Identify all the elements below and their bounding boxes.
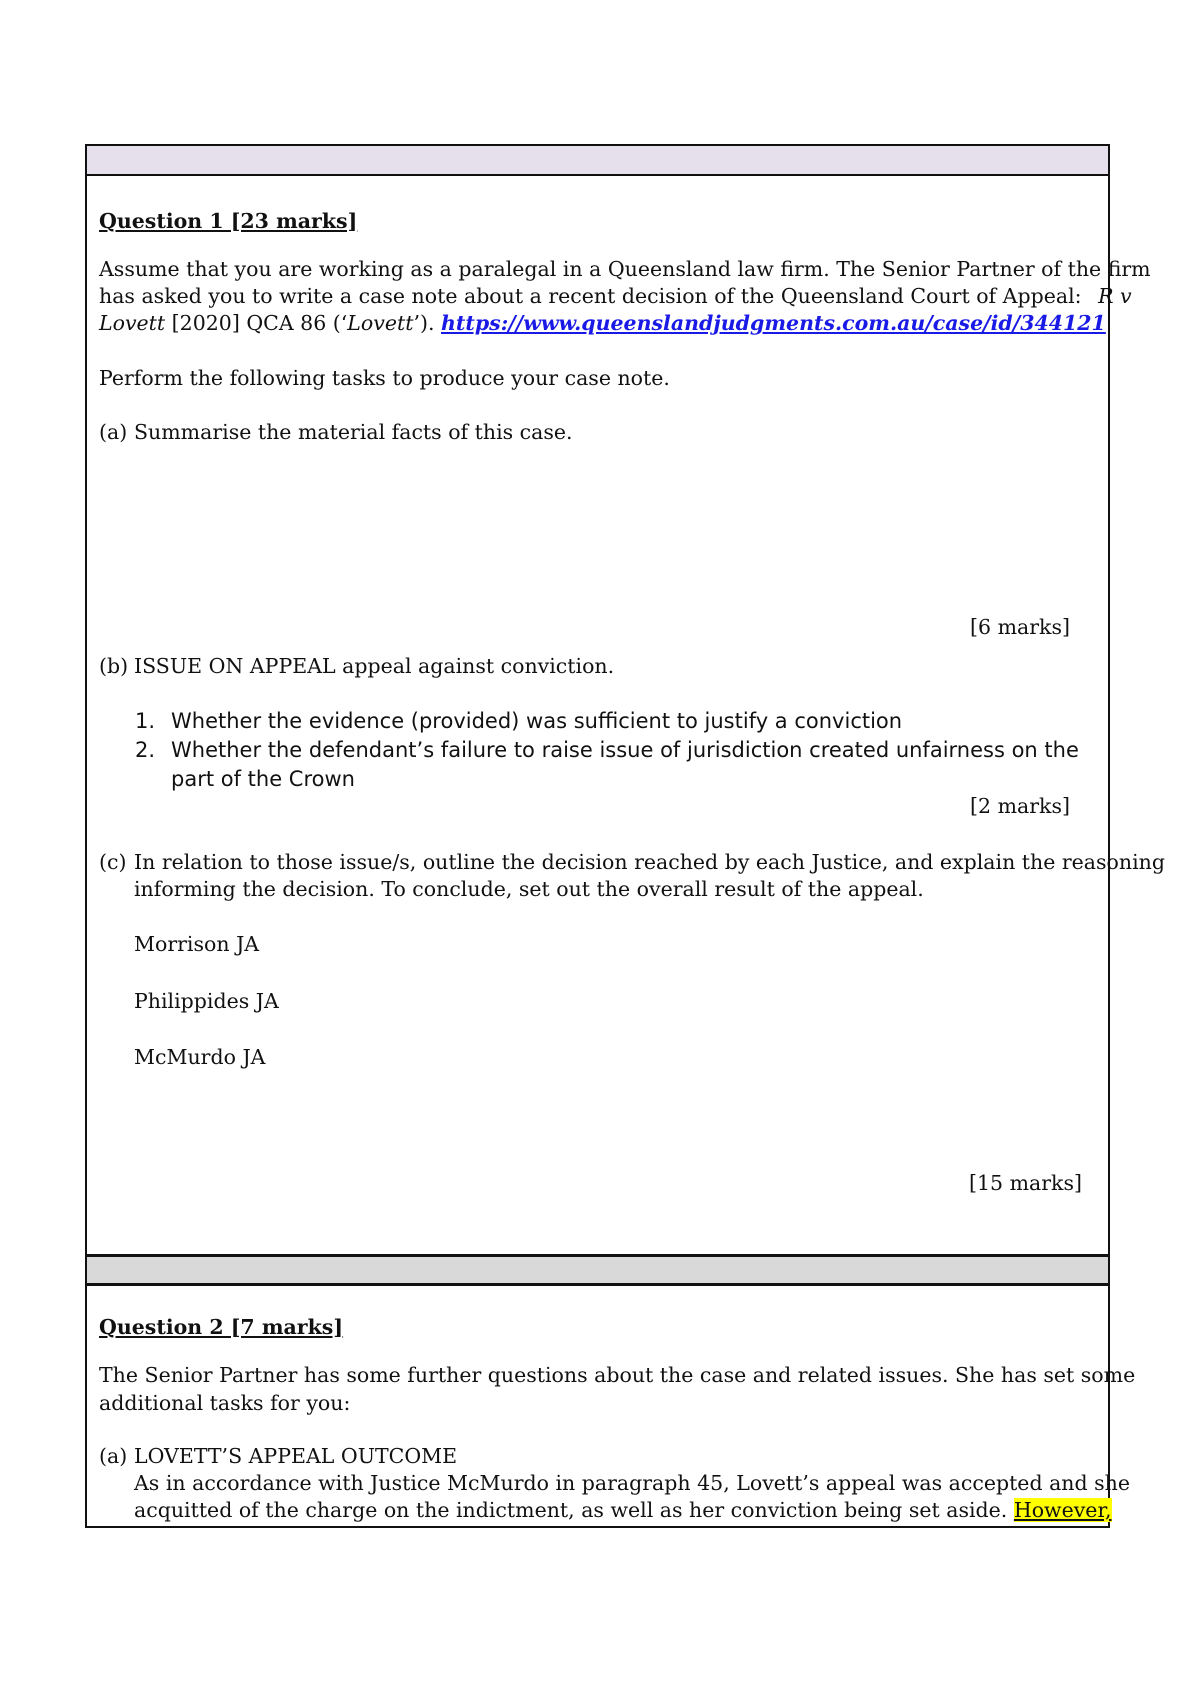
- q2a-label: (a): [99, 1444, 128, 1468]
- issue-2-text-line-2: part of the Crown: [171, 767, 355, 791]
- question-table: [85, 144, 1165, 1528]
- q1-intro-line-2: [99, 282, 1132, 310]
- q1b-marks: [2 marks]: [970, 794, 1070, 818]
- issue-2-number: 2.: [135, 738, 156, 762]
- issue-1-text: Whether the evidence (provided) was sufficient to justify a conviction: [171, 709, 903, 733]
- case-citation: [2020] QCA 86 (‘: [165, 311, 348, 335]
- q1c-marks: [15 marks]: [968, 1171, 1082, 1195]
- q1c-label: (c): [99, 850, 127, 874]
- q1a-text: Summarise the material facts of this case.: [134, 420, 573, 444]
- q1a-marks: [6 marks]: [970, 615, 1070, 639]
- q1c-line-1: In relation to those issue/s, outline the decision reached by each Justice, and explain the reasoning: [134, 850, 1165, 874]
- q1a-label: (a): [99, 420, 128, 444]
- q2a-title: LOVETT’S APPEAL OUTCOME: [134, 1444, 458, 1468]
- q1b-text: ISSUE ON APPEAL appeal against conviction.: [134, 654, 615, 678]
- citation-close: ’).: [413, 311, 441, 335]
- judgment-link[interactable]: https://www.queenslandjudgments.com.au/case/id/344121: [441, 311, 1106, 335]
- q1-intro-line-3: [99, 309, 1106, 337]
- answer-text: acquitted of the charge on the indictment, as well as her conviction being set aside.: [134, 1498, 1014, 1522]
- justice-philippides: Philippides JA: [134, 989, 279, 1013]
- q2a-answer-line-2: [134, 1496, 1112, 1524]
- case-name-part-2: Lovett: [99, 311, 166, 335]
- issue-1-number: 1.: [135, 709, 156, 733]
- q2a-answer-line-1: As in accordance with Justice McMurdo in paragraph 45, Lovett’s appeal was accepted and she: [134, 1471, 1131, 1495]
- q2-intro-line-2: additional tasks for you:: [99, 1391, 351, 1415]
- q1-intro-text: has asked you to write a case note about a recent decision of the Queensland Court of Appeal:: [99, 284, 1082, 308]
- case-short-name: Lovett: [347, 311, 414, 335]
- justice-morrison: Morrison JA: [134, 932, 260, 956]
- q2-intro-line-1: The Senior Partner has some further questions about the case and related issues. She has set some: [99, 1363, 1136, 1387]
- case-name-part-1: R v: [1098, 284, 1132, 308]
- justice-mcmurdo: McMurdo JA: [134, 1045, 266, 1069]
- header-band: [87, 146, 1108, 176]
- q1c-line-2: informing the decision. To conclude, set out the overall result of the appeal.: [134, 877, 924, 901]
- q1-intro-line-1: Assume that you are working as a paralegal in a Queensland law firm. The Senior Partner of the firm: [99, 257, 1151, 281]
- highlighted-text: However,: [1013, 1498, 1112, 1522]
- issue-2-text-line-1: Whether the defendant’s failure to raise issue of jurisdiction created unfairness on the: [171, 738, 1079, 762]
- tasks-intro: Perform the following tasks to produce your case note.: [99, 366, 670, 390]
- separator-band: [87, 1254, 1108, 1286]
- q1b-label: (b): [99, 654, 129, 678]
- question-1-heading: Question 1 [23 marks]: [99, 209, 358, 233]
- question-2-heading: Question 2 [7 marks]: [99, 1315, 344, 1339]
